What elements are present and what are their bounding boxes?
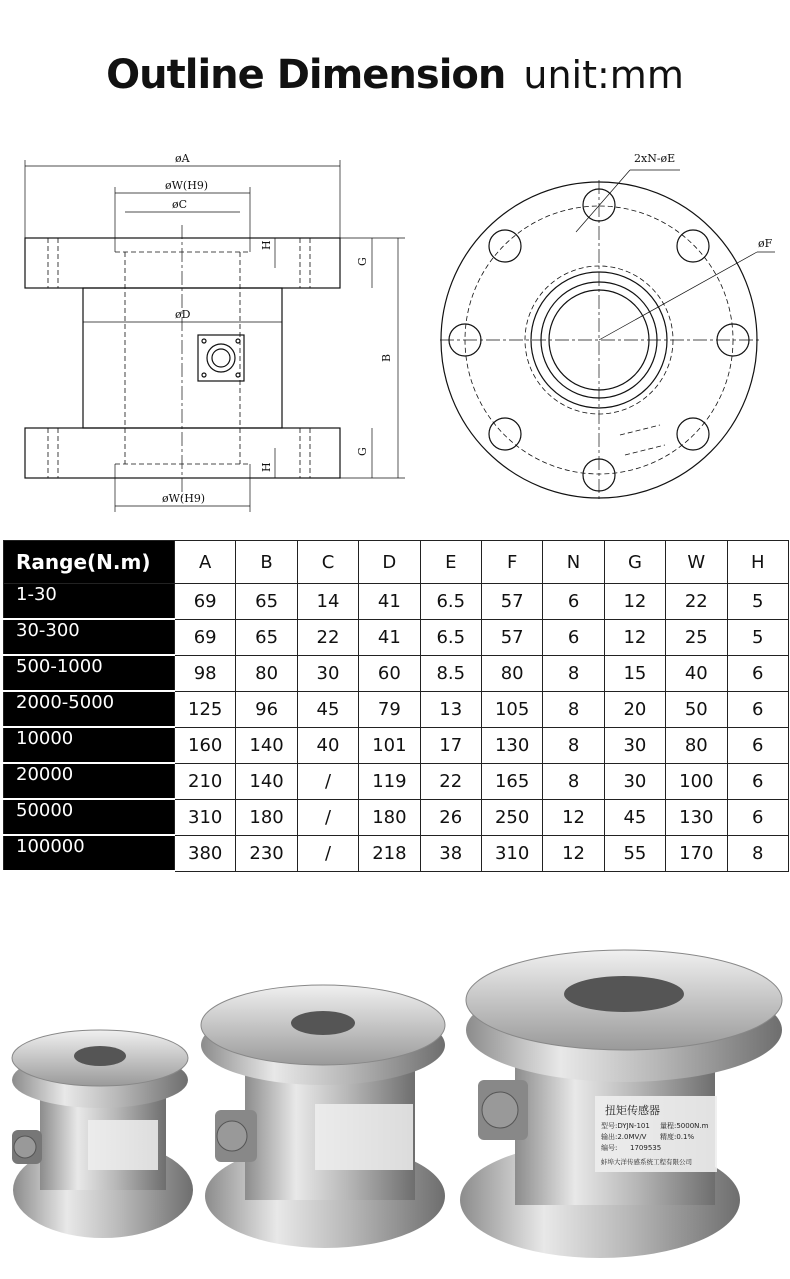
value-cell-b: 180 (236, 799, 297, 835)
sensor-label-title: 扭矩传感器 (605, 1104, 660, 1117)
dim-h-top-label: H (260, 240, 273, 250)
dim-g-top-label: G (356, 257, 369, 266)
value-cell-c: 45 (297, 691, 358, 727)
value-cell-w: 40 (666, 655, 727, 691)
value-cell-f: 80 (481, 655, 542, 691)
value-cell-e: 6.5 (420, 584, 481, 620)
sensor-label-serial: 1709535 (630, 1144, 662, 1152)
table-row (4, 619, 789, 655)
value-cell-f: 165 (481, 763, 542, 799)
value-cell-f: 105 (481, 691, 542, 727)
sensor-label-maker: 蚌埠大洋传感系统工程有限公司 (601, 1158, 692, 1166)
value-cell-b: 96 (236, 691, 297, 727)
value-cell-c: 30 (297, 655, 358, 691)
value-cell-w: 50 (666, 691, 727, 727)
dim-g-bottom-label: G (356, 447, 369, 456)
value-cell-f: 57 (481, 584, 542, 620)
top-flange (25, 238, 340, 288)
sensor-large (460, 950, 782, 1258)
range-cell: 1-30 (4, 584, 175, 620)
value-cell-a: 310 (175, 799, 236, 835)
value-cell-g: 15 (604, 655, 665, 691)
range-cell: 20000 (4, 763, 175, 799)
value-cell-b: 140 (236, 763, 297, 799)
value-cell-n: 6 (543, 619, 604, 655)
value-cell-w: 100 (666, 763, 727, 799)
col-header-w: W (666, 541, 727, 584)
value-cell-h: 6 (727, 691, 788, 727)
range-cell: 30-300 (4, 619, 175, 655)
value-cell-f: 57 (481, 619, 542, 655)
value-cell-e: 22 (420, 763, 481, 799)
dimension-table (3, 540, 789, 872)
value-cell-h: 6 (727, 799, 788, 835)
value-cell-h: 6 (727, 727, 788, 763)
table-row (4, 655, 789, 691)
dim-f-label: øF (758, 237, 773, 250)
range-cell: 10000 (4, 727, 175, 763)
value-cell-b: 230 (236, 835, 297, 871)
table-header-row (4, 541, 789, 584)
value-cell-h: 8 (727, 835, 788, 871)
dim-h-bottom-label: H (260, 462, 273, 472)
value-cell-e: 38 (420, 835, 481, 871)
value-cell-f: 250 (481, 799, 542, 835)
value-cell-w: 130 (666, 799, 727, 835)
value-cell-c: 40 (297, 727, 358, 763)
value-cell-b: 65 (236, 619, 297, 655)
col-header-g: G (604, 541, 665, 584)
value-cell-e: 6.5 (420, 619, 481, 655)
value-cell-n: 8 (543, 763, 604, 799)
value-cell-n: 8 (543, 727, 604, 763)
col-header-c: C (297, 541, 358, 584)
value-cell-h: 6 (727, 763, 788, 799)
sensor-small (12, 1030, 193, 1238)
value-cell-a: 98 (175, 655, 236, 691)
value-cell-w: 25 (666, 619, 727, 655)
col-header-f: F (481, 541, 542, 584)
value-cell-h: 6 (727, 655, 788, 691)
table-row (4, 799, 789, 835)
value-cell-w: 170 (666, 835, 727, 871)
value-cell-d: 218 (359, 835, 420, 871)
dim-b-label: B (380, 353, 393, 362)
col-header-b: B (236, 541, 297, 584)
value-cell-b: 140 (236, 727, 297, 763)
value-cell-d: 180 (359, 799, 420, 835)
value-cell-g: 12 (604, 584, 665, 620)
bottom-flange (25, 428, 340, 478)
value-cell-d: 41 (359, 584, 420, 620)
value-cell-c: / (297, 799, 358, 835)
value-cell-n: 12 (543, 799, 604, 835)
col-header-d: D (359, 541, 420, 584)
range-cell: 2000-5000 (4, 691, 175, 727)
value-cell-d: 101 (359, 727, 420, 763)
table-row (4, 835, 789, 871)
value-cell-c: / (297, 835, 358, 871)
value-cell-d: 60 (359, 655, 420, 691)
col-header-n: N (543, 541, 604, 584)
range-header: Range(N.m) (4, 541, 175, 584)
value-cell-n: 12 (543, 835, 604, 871)
value-cell-a: 69 (175, 619, 236, 655)
col-header-a: A (175, 541, 236, 584)
dim-a-label: øA (175, 152, 190, 165)
value-cell-n: 8 (543, 691, 604, 727)
range-cell: 100000 (4, 835, 175, 871)
range-cell: 50000 (4, 799, 175, 835)
value-cell-d: 41 (359, 619, 420, 655)
product-photo (0, 940, 790, 1270)
value-cell-g: 20 (604, 691, 665, 727)
value-cell-g: 12 (604, 619, 665, 655)
value-cell-a: 160 (175, 727, 236, 763)
value-cell-a: 125 (175, 691, 236, 727)
sensor-label-output: 输出:2.0MV/V (601, 1133, 647, 1141)
table-row (4, 763, 789, 799)
value-cell-b: 65 (236, 584, 297, 620)
dim-c-label: øC (172, 198, 188, 211)
table-row (4, 584, 789, 620)
sensor-label-serial-label: 编号: (601, 1144, 618, 1152)
value-cell-n: 8 (543, 655, 604, 691)
value-cell-a: 69 (175, 584, 236, 620)
sensor-label-model: 型号:DYJN-101 (601, 1122, 650, 1130)
outline-dimension-title: Outline Dimension (106, 52, 506, 98)
dim-w-top-label: øW(H9) (165, 179, 209, 192)
sensor-medium (201, 985, 445, 1248)
col-header-e: E (420, 541, 481, 584)
value-cell-c: / (297, 763, 358, 799)
value-cell-e: 8.5 (420, 655, 481, 691)
value-cell-f: 130 (481, 727, 542, 763)
col-header-h: H (727, 541, 788, 584)
value-cell-b: 80 (236, 655, 297, 691)
dim-d-label: øD (175, 308, 191, 321)
value-cell-h: 5 (727, 619, 788, 655)
value-cell-e: 26 (420, 799, 481, 835)
sensor-label-accuracy: 精度:0.1% (660, 1133, 695, 1141)
value-cell-g: 30 (604, 763, 665, 799)
value-cell-d: 119 (359, 763, 420, 799)
value-cell-w: 22 (666, 584, 727, 620)
value-cell-a: 210 (175, 763, 236, 799)
table-row (4, 691, 789, 727)
value-cell-g: 45 (604, 799, 665, 835)
value-cell-e: 17 (420, 727, 481, 763)
sensor-label-range: 量程:5000N.m (660, 1122, 709, 1130)
value-cell-d: 79 (359, 691, 420, 727)
unit-label: unit:mm (523, 53, 684, 97)
page-title (0, 52, 790, 98)
value-cell-a: 380 (175, 835, 236, 871)
value-cell-c: 14 (297, 584, 358, 620)
value-cell-f: 310 (481, 835, 542, 871)
dim-w-bottom-label: øW(H9) (162, 492, 206, 505)
value-cell-c: 22 (297, 619, 358, 655)
value-cell-g: 30 (604, 727, 665, 763)
range-cell: 500-1000 (4, 655, 175, 691)
value-cell-w: 80 (666, 727, 727, 763)
value-cell-n: 6 (543, 584, 604, 620)
table-row (4, 727, 789, 763)
value-cell-h: 5 (727, 584, 788, 620)
holes-label: 2xN-øE (634, 152, 676, 165)
outline-drawing (0, 130, 790, 525)
value-cell-e: 13 (420, 691, 481, 727)
value-cell-g: 55 (604, 835, 665, 871)
